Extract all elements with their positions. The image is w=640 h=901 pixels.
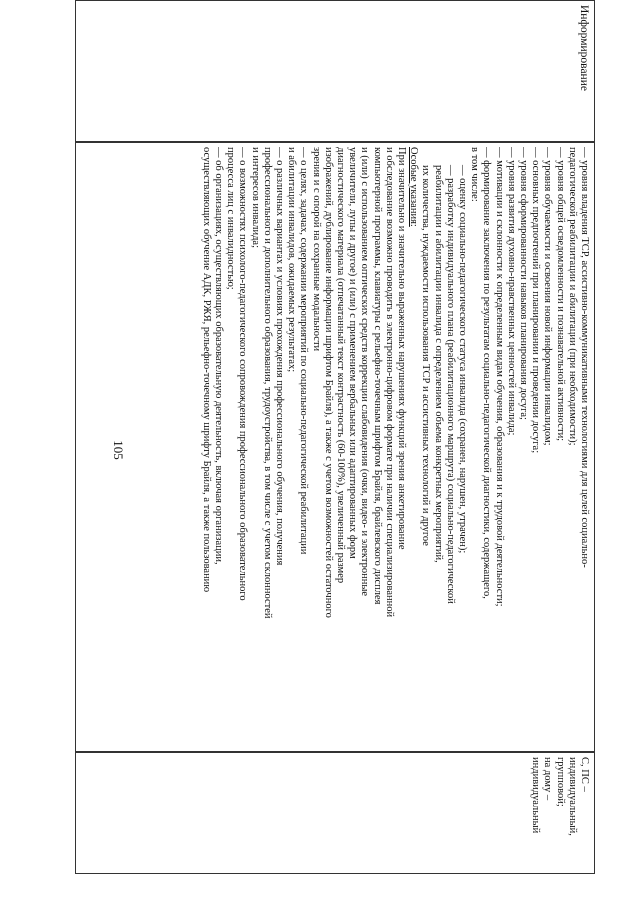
format-line: индивидуальный, — [566, 757, 578, 836]
content-line: — об организациях, осуществляющих образовательную деятельность, включая организации, — [212, 147, 224, 565]
format-lines — [80, 757, 590, 869]
content-line: — о различных вариантах и условиях прохождения профессионального обучения, получения — [273, 147, 285, 566]
format-line: на дому – — [542, 757, 554, 801]
content-line: осуществляющих обучение АДК, РЖЯ, рельефно-точечному шрифту Брайля, а также пользованию — [200, 147, 212, 593]
format-line: групповой; — [554, 757, 566, 807]
content-line: Особые указания: — [408, 147, 420, 227]
content-line: профессионального и дополнительного образования, трудоустройства, в том числе с учетом склонностей — [261, 147, 273, 619]
content-line: — формирование заключения по результатам социально-педагогической диагностики, содержащего, — [481, 147, 493, 599]
content-line: — о возможностях психолого-педагогического сопровождения профессионального образовательного — [237, 147, 249, 601]
format-line: индивидуальный — [530, 757, 542, 834]
table-cell-section-label — [75, 0, 595, 142]
content-line: процесса лиц с инвалидностью; — [225, 147, 237, 290]
content-line: — мотивации и склонности к определенным видам обучения, образования и к трудовой деятельности; — [493, 147, 505, 607]
content-line: — уровня общей осведомленности и познавательной активности; — [554, 147, 566, 442]
format-line: С, ПС – — [579, 757, 590, 792]
content-line: — оценку социально-педагогического статуса инвалида (сохранен, нарушен, утрачен); — [456, 165, 468, 554]
content-line: увеличители, лупы и другое) и (или) с применением вербальных или адаптированных форм — [347, 147, 359, 559]
content-line: педагогической реабилитации и абилитации (при необходимости); — [566, 147, 578, 446]
content-line: — о целях, задачах, содержании мероприятий по социально-педагогической реабилитации — [298, 147, 310, 555]
rotated-page-stage — [35, 0, 635, 901]
content-line: — уровня обучаемости и освоения новой информации инвалидом; — [542, 147, 554, 446]
content-line: — разработку индивидуального плана (реабилитационного маршрута) социально-педагогической — [444, 165, 456, 604]
content-line: — уровня сформированности навыков планирования досуга; — [517, 147, 529, 420]
page-number: 105 — [111, 440, 126, 460]
content-line: — основных предпочтений при планировании и проведении досуга; — [530, 147, 542, 454]
content-line: и (или) с использованием оптических средств коррекции слабовидения (очки, видео- и электронные — [359, 147, 371, 597]
rotated-table-content — [35, 0, 635, 901]
table-cell-format — [75, 752, 595, 874]
content-lines — [80, 147, 590, 747]
content-line: компьютерной программы, клавиатуры с рельефно-точечным шрифтом Брайля, брайлевского дисплея — [371, 147, 383, 605]
table-cell-content — [75, 142, 595, 752]
content-line: реабилитации и абилитации инвалида с определением объема конкретных мероприятий, — [432, 165, 444, 563]
content-line: и абилитации инвалидов, ожидаемых результатах; — [286, 147, 298, 373]
section-label: Информирование — [578, 5, 590, 91]
content-line: При значительно и значительно выраженных нарушениях функций зрения анкетирование — [395, 147, 407, 550]
content-line: — уровня владения ТСР, ассистивно-коммуникативными технологиями для целей социально- — [579, 147, 590, 568]
content-line: изображений, дублирование информации шрифтом Брайля), а также с учетом возможностей остаточного — [322, 147, 334, 618]
content-line: — уровня развития духовно-нравственных ценностей инвалида; — [505, 147, 517, 436]
content-line: в том числе: — [469, 147, 481, 202]
content-line: диагностического материала (отпечатанный текст контрастность (60-100%), увеличенный размер — [334, 147, 346, 584]
content-line: и обследование возможно проводить в электронно-цифровом формате при наличии специализированной — [383, 147, 395, 618]
content-line: зрения и с опорой на сохранные модальности — [310, 147, 322, 352]
content-line: их количества, нуждаемости использования ТСР и ассистивных технологий и другое — [420, 165, 432, 546]
content-line: и интересов инвалида; — [249, 147, 261, 248]
